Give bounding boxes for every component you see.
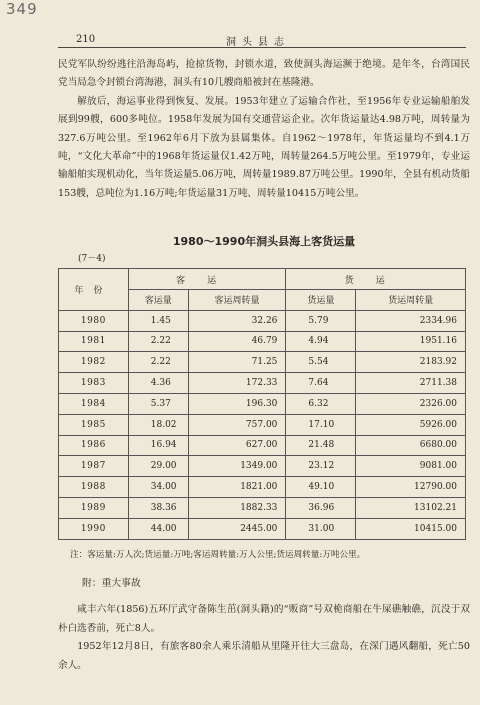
cell-year: 1988 bbox=[59, 477, 129, 498]
cell-passenger-turnover: 1882.33 bbox=[188, 497, 286, 518]
cell-passenger-volume: 1.45 bbox=[128, 310, 188, 331]
passenger-group-header: 客运 bbox=[128, 269, 286, 290]
cell-freight-volume: 17.10 bbox=[286, 414, 356, 435]
cell-freight-turnover: 13102.21 bbox=[356, 497, 466, 518]
body-line: 1962～1978年，年货运量均不到4.1万吨，“文化大革命”中的1968年货运量仅1.42 bbox=[58, 132, 471, 163]
appendix-line: 船，死亡50余人。 bbox=[58, 641, 471, 671]
appendix-line: 礁，沉没于双朴白选香前，死亡8人。 bbox=[58, 604, 471, 634]
running-head: 洞头县志 bbox=[226, 37, 290, 48]
appendix-paragraph-1 bbox=[58, 601, 470, 638]
handwritten-page-mark: 349 bbox=[6, 0, 38, 18]
cell-year: 1986 bbox=[59, 435, 129, 456]
cell-passenger-volume: 18.02 bbox=[128, 414, 188, 435]
cell-passenger-turnover: 46.79 bbox=[188, 331, 286, 352]
cell-year: 1989 bbox=[59, 497, 129, 518]
cell-freight-turnover: 10415.00 bbox=[356, 518, 466, 539]
column-header: 货运量 bbox=[286, 290, 356, 311]
table-title: 1980～1990年洞头县海上客货运量 bbox=[172, 235, 356, 248]
cell-freight-turnover: 1951.16 bbox=[356, 331, 466, 352]
table-row bbox=[59, 435, 466, 456]
cell-freight-turnover: 6680.00 bbox=[356, 435, 466, 456]
appendix-paragraph-2 bbox=[58, 638, 470, 675]
cell-year: 1984 bbox=[59, 393, 129, 414]
body-paragraph-2 bbox=[58, 93, 470, 203]
body-line: 冬，台湾国民党当局急令封锁台湾海港，洞头有10几艘商船被封在基隆港。 bbox=[58, 59, 471, 89]
body-line: 解放后，海运事业得到恢复、发展。1953年建立了运输合作社，至1956年专业 bbox=[77, 95, 422, 107]
table-header-row bbox=[59, 269, 466, 290]
cell-passenger-volume: 2.22 bbox=[128, 352, 188, 373]
cell-freight-turnover: 5926.00 bbox=[356, 414, 466, 435]
cell-passenger-volume: 5.37 bbox=[128, 393, 188, 414]
table-row bbox=[59, 373, 466, 394]
cell-passenger-volume: 16.94 bbox=[128, 435, 188, 456]
cell-freight-turnover: 12790.00 bbox=[356, 477, 466, 498]
cell-freight-volume: 49.10 bbox=[286, 477, 356, 498]
cell-passenger-volume: 38.36 bbox=[128, 497, 188, 518]
cell-passenger-turnover: 757.00 bbox=[188, 414, 286, 435]
body-line: 达4.98万吨，周转量为327.6万吨公里。至1962年6月下放为县属集体。自 bbox=[58, 114, 470, 144]
cell-passenger-turnover: 71.25 bbox=[188, 352, 286, 373]
body-paragraph-1 bbox=[58, 56, 470, 93]
table-row bbox=[59, 456, 466, 477]
cell-freight-turnover: 2711.38 bbox=[356, 373, 466, 394]
header-rule bbox=[58, 47, 466, 48]
freight-group-header: 货运 bbox=[286, 269, 466, 290]
cell-passenger-turnover: 172.33 bbox=[188, 373, 286, 394]
cell-freight-volume: 4.94 bbox=[286, 331, 356, 352]
cell-passenger-turnover: 627.00 bbox=[188, 435, 286, 456]
cell-freight-turnover: 2326.00 bbox=[356, 393, 466, 414]
cell-freight-turnover: 2183.92 bbox=[356, 352, 466, 373]
table-body bbox=[59, 310, 466, 539]
cell-freight-volume: 21.48 bbox=[286, 435, 356, 456]
cell-freight-volume: 5.54 bbox=[286, 352, 356, 373]
cell-year: 1987 bbox=[59, 456, 129, 477]
appendix-line: 咸丰六年(1856)五环厅武守备陈生茁(洞头籍)的“贩商”号双桅商船在牛屎礁触 bbox=[77, 604, 412, 615]
transport-volume-table bbox=[58, 268, 466, 540]
table-row bbox=[59, 331, 466, 352]
column-header: 客运周转量 bbox=[188, 290, 286, 311]
cell-freight-volume: 5.79 bbox=[286, 310, 356, 331]
table-row bbox=[59, 518, 466, 539]
cell-passenger-volume: 34.00 bbox=[128, 477, 188, 498]
cell-passenger-turnover: 32.26 bbox=[188, 310, 286, 331]
column-header: 客运量 bbox=[128, 290, 188, 311]
cell-year: 1985 bbox=[59, 414, 129, 435]
table-row bbox=[59, 477, 466, 498]
cell-freight-volume: 36.96 bbox=[286, 497, 356, 518]
cell-year: 1983 bbox=[59, 373, 129, 394]
cell-passenger-volume: 44.00 bbox=[128, 518, 188, 539]
cell-year: 1990 bbox=[59, 518, 129, 539]
body-line: 5.06万吨，周转量1989.87万吨公里。1990年，全县有机动货船153艘，总吨位为 bbox=[58, 169, 470, 199]
body-text bbox=[58, 56, 470, 203]
table-row bbox=[59, 497, 466, 518]
cell-year: 1981 bbox=[59, 331, 129, 352]
year-header: 年份 bbox=[59, 269, 129, 311]
table-note: 注：客运量:万人次;货运量:万吨;客运周转量:万人公里;货运周转量:万吨公里。 bbox=[70, 550, 366, 560]
body-line: 1.16万吨;年货运量31万吨、周转量10415万吨公里。 bbox=[133, 187, 365, 199]
cell-freight-turnover: 9081.00 bbox=[356, 456, 466, 477]
cell-year: 1980 bbox=[59, 310, 129, 331]
page-number: 210 bbox=[76, 34, 96, 45]
body-line: 万吨，周转量264.5万吨公里。至1979年，专业运输船舶实现机动化，当年货运量 bbox=[58, 151, 470, 181]
cell-year: 1982 bbox=[59, 352, 129, 373]
cell-passenger-turnover: 1821.00 bbox=[188, 477, 286, 498]
cell-passenger-turnover: 1349.00 bbox=[188, 456, 286, 477]
cell-passenger-volume: 4.36 bbox=[128, 373, 188, 394]
body-line: 民党军队纷纷逃往沿海岛屿，抢掠货物，封锁水道，致使洞头海运濒于绝境。是年 bbox=[58, 59, 412, 70]
appendix-title: 附：重大事故 bbox=[82, 578, 141, 589]
cell-passenger-turnover: 196.30 bbox=[188, 393, 286, 414]
column-header: 货运周转量 bbox=[356, 290, 466, 311]
cell-passenger-volume: 29.00 bbox=[128, 456, 188, 477]
table-row bbox=[59, 352, 466, 373]
table-row bbox=[59, 414, 466, 435]
table-code: (7－4) bbox=[78, 254, 106, 264]
cell-freight-volume: 7.64 bbox=[286, 373, 356, 394]
cell-freight-volume: 6.32 bbox=[286, 393, 356, 414]
appendix-text bbox=[58, 601, 470, 675]
body-line: 运输船舶发展到99艘，600多吨位。1958年发展为国有交通营运企业。次年货运量 bbox=[58, 95, 470, 126]
table-row bbox=[59, 393, 466, 414]
cell-passenger-turnover: 2445.00 bbox=[188, 518, 286, 539]
cell-freight-volume: 23.12 bbox=[286, 456, 356, 477]
appendix-line: 1952年12月8日，有旅客80余人乘乐清船从里隆开往大三盘岛，在深门遇风翻 bbox=[77, 641, 419, 653]
cell-passenger-volume: 2.22 bbox=[128, 331, 188, 352]
table-row bbox=[59, 310, 466, 331]
cell-freight-volume: 31.00 bbox=[286, 518, 356, 539]
cell-freight-turnover: 2334.96 bbox=[356, 310, 466, 331]
